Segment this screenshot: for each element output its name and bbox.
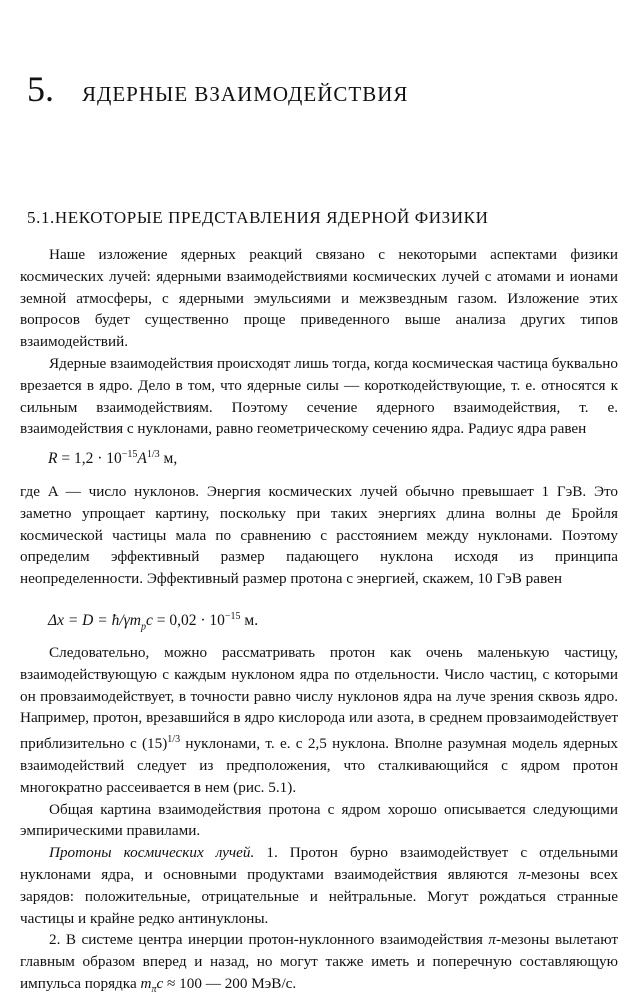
chapter-number: 5. bbox=[27, 69, 54, 109]
paragraph-7: 2. В системе центра инерции протон-нуклонного взаимодействия π-мезоны вылетают главным образом вперед и назад, но могут также иметь и поперечную составляющую импульса порядка $m_\pi c \approx 100$ — 200 МэВ/с. bbox=[20, 931, 618, 996]
paragraph-2: Ядерные взаимодействия происходят лишь тогда, когда космическая частица буквально врезается в ядро. Дело в том, что ядерные силы — короткодействующие, т. е. относятся к сильным взаимодействиям. Поэтому сечение ядерного взаимодействия, т. е. взаимодействия с нуклонами, равно геометрическому сечению ядра. Радиус ядра равен bbox=[20, 354, 618, 438]
text-block-1 bbox=[20, 244, 618, 440]
formula-nuclear-radius: $R = 1,2 \cdot 10^{-15}A^{1/3}$ м, bbox=[48, 449, 178, 468]
cosmic-protons-lead: Протоны космических лучей. bbox=[49, 844, 255, 862]
text-block-2 bbox=[20, 481, 618, 590]
paragraph-1: Наше изложение ядерных реакций связано с некоторыми аспектами физики космических лучей: ядерными взаимодействиями космических лучей с атомами и ионами земной атмосферы, с ядерными эмульсиями и межзвездным газом. Изложение этих вопросов будет существенно проще приведенного выше анализа других типов взаимодействий. bbox=[20, 246, 618, 351]
chapter-heading bbox=[27, 68, 408, 110]
paragraph-4: Следовательно, можно рассматривать протон как очень маленькую частицу, взаимодействующую с каждым нуклоном ядра по отдельности. Число частиц, с которыми он провзаимодействует, в точности равно числу нуклонов ядра на луче зрения сквозь ядро. Например, протон, врезавшийся в ядро кислорода или азота, в среднем провзаимодействует приблизительно с $(15)^{1/3}$ нуклонами, т. е. с 2,5 нуклона. Вполне разумная модель ядерных взаимодействий следует из предположения, что сталкивающийся с ядром протон многократно рассеивается в нем (рис. 5.1). bbox=[20, 644, 618, 796]
paragraph-5: Общая картина взаимодействия протона с ядром хорошо описывается следующими эмпирическими правилами. bbox=[20, 800, 618, 840]
paragraph-3: где A — число нуклонов. Энергия космических лучей обычно превышает 1 ГэВ. Это заметно упрощает картину, поскольку при таких энергиях длина волны де Бройля космической частицы мала по сравнению с расстоянием между нуклонами. Поэтому определим эффективный размер падающего нуклона исходя из принципа неопределенности. Эффективный размер протона с энергией, скажем, 10 ГэВ равен bbox=[20, 483, 618, 588]
text-block-3 bbox=[20, 642, 618, 1001]
chapter-title: ЯДЕРНЫЕ ВЗАИМОДЕЙСТВИЯ bbox=[82, 82, 409, 106]
section-title: 5.1.НЕКОТОРЫЕ ПРЕДСТАВЛЕНИЯ ЯДЕРНОЙ ФИЗИКИ bbox=[27, 208, 489, 227]
formula-effective-size: $\Delta x = D = ħ/\gamma m_pc = 0,02 \cdot 10^{-15}$ м. bbox=[48, 611, 259, 633]
paragraph-6: Протоны космических лучей. 1. Протон бурно взаимодействует с отдельными нуклонами ядра, и основными продуктами взаимодействия являются π-мезоны всех зарядов: положительные, отрицательные и нейтральные. Могут рождаться странные частицы и крайне редко антинуклоны. bbox=[20, 844, 618, 927]
